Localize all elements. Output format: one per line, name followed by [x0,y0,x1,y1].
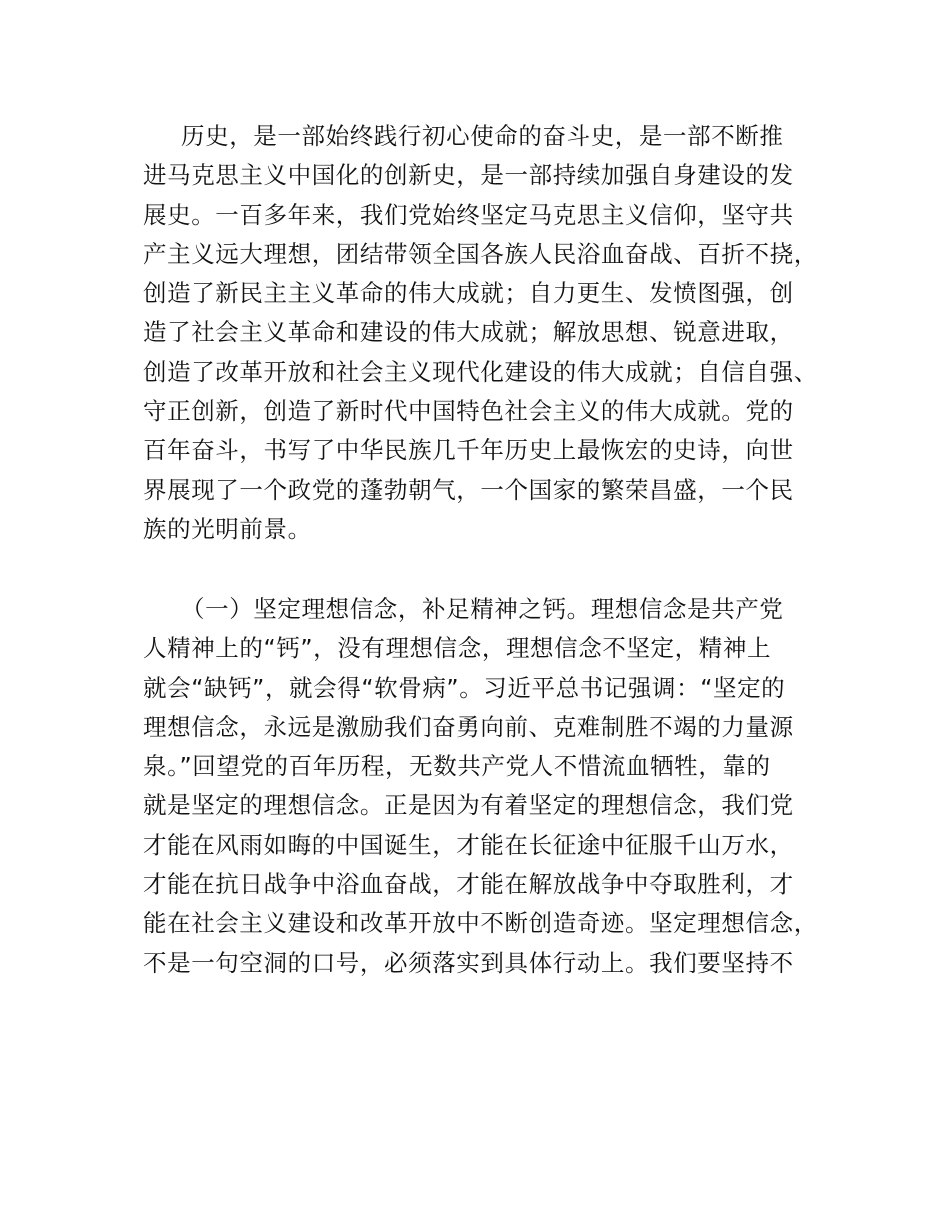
text-line: 就是坚定的理想信念。正是因为有着坚定的理想信念，我们党 [143,791,794,820]
text-line: 百年奋斗，书写了中华民族几千年历史上最恢宏的史诗，向世 [143,436,794,465]
paragraph-ideals [143,590,833,983]
text-line: 创造了改革开放和社会主义现代化建设的伟大成就；自信自强、 [143,357,818,386]
text-line: 创造了新民主主义革命的伟大成就；自力更生、发愤图强，创 [143,279,794,308]
paragraph-history [143,117,833,549]
text-line: 历史，是一部始终践行初心使命的奋斗史，是一部不断推 [181,122,784,150]
text-line: 人精神上的“钙”，没有理想信念，理想信念不坚定，精神上 [143,634,772,663]
text-line: 造了社会主义革命和建设的伟大成就；解放思想、锐意进取， [143,318,794,347]
text-line: 能在社会主义建设和改革开放中不断创造奇迹。坚定理想信念， [143,909,818,938]
text-line: 才能在抗日战争中浴血奋战，才能在解放战争中夺取胜利，才 [143,870,794,899]
text-line: 族的光明前景。 [143,514,312,543]
text-line: 产主义远大理想，团结带领全国各族人民浴血奋战、百折不挠， [143,239,818,268]
text-line: 守正创新，创造了新时代中国特色社会主义的伟大成就。党的 [143,397,794,426]
text-line: 不是一句空洞的口号，必须落实到具体行动上。我们要坚持不 [143,948,794,977]
text-line: 泉。”回望党的百年历程，无数共产党人不惜流血牺牲，靠的 [143,752,771,781]
text-line: 展史。一百多年来，我们党始终坚定马克思主义信仰，坚守共 [143,200,794,229]
text-line: 就会“缺钙”，就会得“软骨病”。习近平总书记强调：“坚定的 [143,673,786,702]
text-line: 理想信念，永远是激励我们奋勇向前、克难制胜不竭的力量源 [143,712,794,741]
text-line: （一）坚定理想信念，补足精神之钙。理想信念是共产党 [181,595,784,623]
text-line: 进马克思主义中国化的创新史，是一部持续加强自身建设的发 [143,161,794,190]
text-line: 界展现了一个政党的蓬勃朝气，一个国家的繁荣昌盛，一个民 [143,475,794,504]
text-line: 才能在风雨如晦的中国诞生，才能在长征途中征服千山万水， [143,830,794,859]
